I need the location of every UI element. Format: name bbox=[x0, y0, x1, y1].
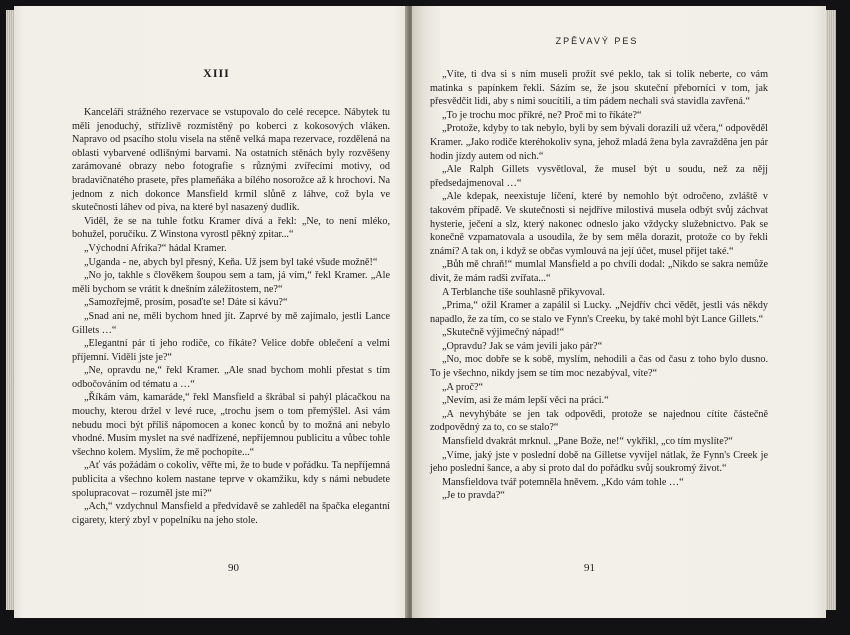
right-page-text bbox=[430, 68, 768, 503]
paragraph: „Víme, jaký jste v poslední době na Gilletse vyvíjel nátlak, že Fynn's Creek je jeho poslední šance, a aby si proto dal do pořádku svůj soukromý život.“ bbox=[430, 449, 768, 475]
paragraph: „Východní Afrika?“ hádal Kramer. bbox=[84, 242, 227, 254]
paragraph: „Bůh mě chraň!“ mumlal Mansfield a po chvíli dodal: „Nikdo se sakra nemůže divit, že mám radši zvířata...“ bbox=[430, 259, 768, 284]
page-number-left: 90 bbox=[228, 562, 239, 574]
paragraph: A Terblanche tiše souhlasně přikyvoval. bbox=[442, 286, 605, 298]
paragraph: Kanceláři strážného rezervace se vstupovalo do celé recepce. Nábytek tu měli jenoduchý, střízlivě rozmístěný po koberci z kokosových vláken. Napravo od psacího stolu visela na stěně velká mapa rezervace, rozdělená na oblasti vybarvené odlišnými barvami. Na ostatních stěnách byly rozvěšeny zarámované obrazy nebo fotografie s různými zvířecími motivy, od bradavičnatého prasete, přes plameňáka a bílého nosorožce až k hrochovi. Na jednom z nich dokonce Mansfield krmil slůně z láhve, což byla ve skutečnosti láhev od piva, na které byl nasazený dudlík. bbox=[72, 107, 390, 214]
paragraph: „To je trochu moc příkré, ne? Proč mi to říkáte?“ bbox=[442, 109, 642, 121]
paragraph: „Snad ani ne, měli bychom hned jít. Zaprvé by mě zajímalo, jestli Lance Gillets …“ bbox=[72, 310, 390, 336]
paragraph: Mansfieldova tvář potemněla hněvem. „Kdo vám tohle …“ bbox=[442, 476, 684, 488]
right-page bbox=[412, 6, 826, 618]
paragraph: „Ale Ralph Gillets vysvětloval, že musel být u soudu, než za nějj předsedajmenoval …“ bbox=[430, 164, 768, 189]
paragraph: „A proč?“ bbox=[442, 381, 484, 393]
paragraph: „Víte, ti dva si s ním museli prožít své peklo, tak si tolik neberte, co vám matinka s papínkem řekli. Sázím se, že jsou skuteční přeborníci v tom, jak přesvědčit lidi, aby s nimi soucítili, a tím pádem nechali svá stavidla zavřená.“ bbox=[430, 69, 768, 108]
page-edges-right bbox=[826, 10, 836, 610]
paragraph: „Ať vás požádám o cokoliv, věřte mi, že to bude v pořádku. Ta nepříjemná publicita a všechno kolem nastane teprve v okamžiku, kdy s námi nebudete spolupracovat – rozuměl jste mi?“ bbox=[72, 460, 390, 499]
left-page bbox=[14, 6, 419, 618]
paragraph: „Je to pravda?“ bbox=[442, 490, 505, 502]
paragraph: „Nevím, asi že mám lepší věci na práci.“ bbox=[442, 395, 609, 407]
running-head: ZPĚVAVÝ PES bbox=[555, 36, 639, 46]
paragraph: „Ale kdepak, neexistuje líčení, které by nemohlo být odročeno, zvláště v takovém případě. Ve skutečnosti si nejdříve milostivá musela odbýt svůj záchvat hysterie, ječení a slz, který nakonec odneslo jako vždycky služebnictvo. Pak se konečně vzpamatovala a usoudila, že by sem měla dorazit, protože co by řekli známí? A tak on, i když se občas vymlouvá na její účet, musel přijet také.“ bbox=[430, 191, 768, 257]
paragraph: „Ne, opravdu ne,“ řekl Kramer. „Ale snad bychom mohli přestat s tím odbočováním od tématu a …“ bbox=[72, 365, 390, 390]
paragraph: „Elegantní pár ti jeho rodiče, co říkáte? Velice dobře oblečení a velmi příjemní. Viděli jste je?“ bbox=[72, 338, 390, 363]
page-number-right: 91 bbox=[584, 562, 595, 574]
paragraph: „Říkám vám, kamaráde,“ řekl Mansfield a škrábal si pahýl plácačkou na mouchy, kterou držel v levé ruce, „trochu jsem o tom přemýšlel. Asi vám nebudu moci být příliš nápomocen a konec konců by to možná ani nebylo vhodné. Musím myslet na své nadřízené, nepříjemnou publicitu a vůbec tohle všechno kolem. Myslím, že mě pochopíte...“ bbox=[72, 392, 390, 458]
paragraph: „Prima,“ ožil Kramer a zapálil si Lucky. „Nejdřív chci vědět, jestli vás někdy napadlo, že za tím, co se stalo ve Fynn's Creeku, by také mohl být Lance Gillets.“ bbox=[430, 300, 768, 325]
paragraph: „A nevyhýbáte se jen tak odpovědi, protože se najednou cítíte částečně zodpovědný za to, co se stalo?“ bbox=[430, 408, 768, 434]
paragraph: „Opravdu? Jak se vám jevili jako pár?“ bbox=[442, 340, 603, 352]
paragraph: Viděl, že se na tuhle fotku Kramer dívá a řekl: „Ne, to není mléko, bohužel, poručíku. Z Winstona vyrostl pěkný zpitar...“ bbox=[72, 215, 390, 241]
paragraph: „Ach,“ vzdychnul Mansfield a předvídavě se zahleděl na špačka elegantní cigarety, který zbyl v popelníku na jeho stole. bbox=[72, 501, 390, 526]
paragraph: „No, moc dobře se k sobě, myslím, nehodili a čas od času z toho bylo dusno. To je všechno, nikdy jsem se tím moc nezabýval, víte?“ bbox=[430, 354, 768, 380]
paragraph: „Samozřejmě, prosím, posaďte se! Dáte si kávu?“ bbox=[84, 297, 288, 309]
paragraph: „Protože, kdyby to tak nebylo, byli by sem bývali dorazili už včera,“ odpověděl Kramer. „Jako rodiče kteréhokoliv syna, jehož mladá žena byla zavražděna jen pár hodin jízdy autem od nich.“ bbox=[430, 123, 768, 162]
paragraph: „Skutečně výjimečný nápad!“ bbox=[442, 327, 565, 339]
chapter-heading: XIII bbox=[203, 66, 230, 80]
paragraph: „Uganda - ne, abych byl přesný, Keňa. Už jsem byl také všude možně!“ bbox=[84, 256, 378, 268]
paragraph: „No jo, takhle s člověkem šoupou sem a tam, já vím,“ řekl Kramer. „Ale měli bychom se vrátit k dnešním záležitostem, ne?“ bbox=[72, 270, 390, 295]
left-page-text bbox=[72, 106, 390, 527]
paragraph: Mansfield dvakrát mrknul. „Pane Bože, ne!“ vykřikl, „co tím myslíte?“ bbox=[442, 436, 733, 448]
